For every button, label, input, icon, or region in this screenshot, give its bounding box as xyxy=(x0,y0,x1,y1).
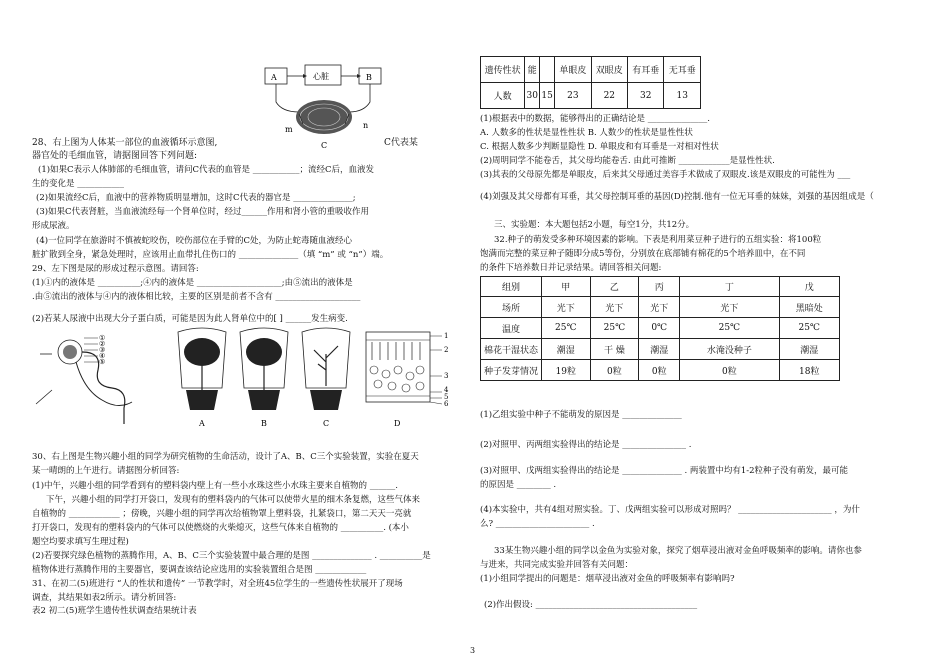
seed-col-1: 甲 xyxy=(542,277,591,297)
q32-question-1: (2)对照甲、丙两组实验得出的结论是 _______________ . xyxy=(480,440,692,450)
q33-line-1: 与进来，共同完成实验并回答有关问题： xyxy=(480,560,634,570)
trait-header-4: 双眼皮 xyxy=(591,57,627,83)
leaf-label-4: 4 xyxy=(444,386,449,394)
fig-letter-d: D xyxy=(394,419,401,428)
table2-caption: 表2 初二(5)班学生遗传性状调查结果统计表 xyxy=(32,606,197,616)
seed-r3-c4: 0粒 xyxy=(680,360,779,381)
q32-question-5: 么? ______________________ . xyxy=(480,519,595,529)
q32-line-0: 32.种子的萌发受多种环境因素的影响。下表是利用菜豆种子进行的五组实验：将100粒 xyxy=(494,235,822,245)
q30-line-8: 植物体进行蒸腾作用的主要器官，要调查该结论应选用的实验装置组合是图 ____________ xyxy=(32,565,367,575)
q28-line-7: 形成尿液。 xyxy=(32,221,75,231)
q31-answer-line-2: C. 根据人数多少判断显隐性 D. 单眼皮和有耳垂是一对相对性状 xyxy=(480,142,719,152)
seed-r0-c4: 光下 xyxy=(680,297,779,318)
seed-r3-c3: 0粒 xyxy=(639,360,680,381)
q32-question-0: (1)乙组实验中种子不能萌发的原因是 ______________ xyxy=(480,410,682,420)
plant-b xyxy=(240,328,288,410)
circulation-diagram xyxy=(237,62,407,152)
page-number: 3 xyxy=(470,646,476,655)
seed-col-5: 戊 xyxy=(779,277,839,297)
seed-r2-c1: 潮湿 xyxy=(542,339,591,360)
leaf-section-figure xyxy=(362,326,462,430)
q33-line-3: (2)作出假设: ______________________________________ xyxy=(484,600,698,610)
seed-col-0: 组别 xyxy=(481,277,542,297)
fig-letter-c: C xyxy=(323,419,330,428)
seed-col-3: 丙 xyxy=(639,277,680,297)
plant-bag-figures xyxy=(172,326,362,430)
trait-header-1: 能 xyxy=(525,57,540,83)
seed-r0-c3: 光下 xyxy=(639,297,680,318)
trait-header-5: 有耳垂 xyxy=(628,57,664,83)
seed-r3-c0: 种子发芽情况 xyxy=(481,360,542,381)
trait-value-2: 23 xyxy=(555,83,591,109)
diagram-label-m: m xyxy=(285,125,293,134)
seed-r0-c5: 黑暗处 xyxy=(779,297,839,318)
kidney-label-2: ② xyxy=(99,340,106,348)
seed-r2-c4: 水淹没种子 xyxy=(680,339,779,360)
q28-line-3: (1)如果C表示人体肺部的毛细血管，请问C代表的血管是 ___________；流经C后，血液发 xyxy=(38,165,375,175)
kidney-label-1: ① xyxy=(99,334,106,342)
leaf-label-3: 3 xyxy=(444,372,449,380)
q30-line-4: 自植物的 ____________ ；傍晚，兴趣小组的同学再次给植物罩上塑料袋，扎紧袋口，第二天天一亮就 xyxy=(32,509,412,519)
q30-line-1: 某一晴朗的上午进行。请据图分析回答: xyxy=(32,466,180,476)
nephron-figure xyxy=(32,330,162,430)
seed-r1-c2: 25℃ xyxy=(590,318,639,339)
seed-r3-c5: 18粒 xyxy=(779,360,839,381)
seed-r2-c2: 干 燥 xyxy=(590,339,639,360)
trait-header-0: 遗传性状 xyxy=(481,57,525,83)
q28-line-4: 生的变化是 ___________ xyxy=(32,179,124,189)
q29-line-0: 29、左下图是尿的形成过程示意图。请回答: xyxy=(32,264,199,274)
q31-answer-line-5: (4)刘强及其父母都有耳垂，其父母控制耳垂的基因(D)控制.他有一位无耳垂的妹妹，刘强的基因组成是（ xyxy=(480,192,874,202)
q33-line-0: 33某生物兴趣小组的同学以金鱼为实验对象，探究了烟草浸出液对金鱼呼吸频率的影响。请你也参 xyxy=(494,546,862,556)
trait-value-1: 15 xyxy=(540,83,555,109)
q28-line-9: 脏扩散到全身，紧急处理时，应该用止血带扎住伤口的 ______________（填 “m” 或 “n”）端。 xyxy=(32,250,389,260)
diagram-label-heart: 心脏 xyxy=(313,72,329,81)
q32-question-2: (3)对照甲、戊两组实验得出的结论是 ______________ . 两装置中均有1-2粒种子没有萌发，最可能 xyxy=(480,466,849,476)
q28-line-6: (3)如果C代表肾脏，当血液流经每一个肾单位时，经过______作用和肾小管的重吸收作用 xyxy=(36,207,370,217)
seed-r3-c1: 19粒 xyxy=(542,360,591,381)
q31-answer-line-3: (2)周明同学不能卷舌，其父母均能卷舌. 由此可推断 ____________是显性性状. xyxy=(480,156,775,166)
q29-line-1: (1)①内的液体是 __________;④内的液体是 ____________________;由⑤流出的液体是 xyxy=(32,278,353,288)
diagram-label-c: C xyxy=(321,141,328,150)
seed-r0-c0: 场所 xyxy=(481,297,542,318)
seed-r0-c2: 光下 xyxy=(590,297,639,318)
q30-line-3: 下午，兴趣小组的同学打开袋口，发现有的塑料袋内的气体可以使带火星的细木条复燃，这些气体来 xyxy=(46,495,421,505)
seed-r1-c3: 0℃ xyxy=(639,318,680,339)
leaf-label-2: 2 xyxy=(444,346,449,354)
trait-header-2 xyxy=(540,57,555,83)
q30-line-5: 打开袋口，发现有的塑料袋内的气体可以使燃烧的火柴熄灭，这些气体来自植物的 __________. (本小 xyxy=(32,523,409,533)
q32-question-4: (4)本实验中，共有4组对照实验。丁、戊两组实验可以形成对照吗？ ______________________ ，为什 xyxy=(480,505,860,515)
leaf-label-6: 6 xyxy=(444,400,449,408)
trait-table xyxy=(480,56,701,109)
seed-r3-c2: 0粒 xyxy=(590,360,639,381)
q33-line-2: (1)小组同学提出的问题是：烟草浸出液对金鱼的呼吸频率有影响吗? xyxy=(480,574,735,584)
fig-letter-a: A xyxy=(199,419,205,428)
kidney-label-4: ④ xyxy=(99,352,106,360)
q28-line-5: (2)如果流经C后，血液中的营养物质明显增加，这时C代表的器官是 ______________; xyxy=(36,193,356,203)
seed-r0-c1: 光下 xyxy=(542,297,591,318)
trait-header-6: 无耳垂 xyxy=(664,57,701,83)
trait-value-0: 30 xyxy=(525,83,540,109)
q31-line-1: 调查，其结果如表2所示。请分析回答: xyxy=(32,593,177,603)
q31-answer-line-1: A. 人数多的性状是显性性状 B. 人数少的性状是显性性状 xyxy=(480,128,693,138)
diagram-label-a: A xyxy=(271,73,277,82)
seed-r1-c5: 25℃ xyxy=(779,318,839,339)
seed-col-4: 丁 xyxy=(680,277,779,297)
seed-r2-c0: 棉花干湿状态 xyxy=(481,339,542,360)
seed-r2-c3: 潮湿 xyxy=(639,339,680,360)
seed-r1-c1: 25℃ xyxy=(542,318,591,339)
seed-r1-c0: 温度 xyxy=(481,318,542,339)
q28-line-0: 28、右上图为人体某一部位的血液循环示意图, xyxy=(32,138,218,148)
trait-value-4: 32 xyxy=(628,83,664,109)
seed-r2-c5: 潮湿 xyxy=(779,339,839,360)
leaf-label-5: 5 xyxy=(444,393,449,401)
diagram-label-n: n xyxy=(363,121,369,130)
q29-line-2: .由⑤流出的液体与④内的液体相比较，主要的区别是前者不含有 ____________________ xyxy=(32,292,361,302)
kidney-label-3: ③ xyxy=(99,346,106,354)
q30-line-2: (1)中午，兴趣小组的同学看到有的塑料袋内壁上有一些小水珠这些小水珠主要来自植物的 ______. xyxy=(32,481,398,491)
q32-question-3: 的原因是 ________ . xyxy=(480,480,557,490)
trait-row-label: 人数 xyxy=(481,83,525,109)
q30-line-6: 题空均要求填写生理过程) xyxy=(32,537,129,547)
section-3-heading: 三、实验题：本大题包括2小题，每空1分，共12分。 xyxy=(494,220,695,230)
diagram-label-b: B xyxy=(366,73,372,82)
q31-answer-line-0: (1)根据表中的数据，能够得出的正确结论是 ______________. xyxy=(480,114,710,124)
trait-header-3: 单眼皮 xyxy=(555,57,591,83)
q30-line-7: (2)若要探究绿色植物的蒸腾作用，A、B、C三个实验装置中最合理的是图 ______________ . __________是 xyxy=(32,551,431,561)
q31-line-0: 31、在初二(5)班进行 “人的性状和遗传” 一节教学时，对全班45位学生的一些遗传性状展开了现场 xyxy=(32,579,403,589)
plant-c xyxy=(302,328,350,410)
plant-a xyxy=(178,328,226,410)
q28-line-2: 器官处的毛细血管，请据图回答下列问题: xyxy=(32,151,198,161)
q31-answer-line-4: (3)其表的父母原先都是单眼皮，后来其父母通过美容手术做成了双眼皮.该是双眼皮的可能性为 ___ xyxy=(480,170,851,180)
q32-line-1: 饱满而完整的菜豆种子随即分成5等份，分别放在底部铺有棉花的5个培养皿中，在不同 xyxy=(480,249,806,259)
kidney-label-5: ⑤ xyxy=(99,358,106,366)
seed-table xyxy=(480,276,840,381)
q28-line-8: (4)一位同学在旅游时不慎被蛇咬伤，咬伤部位在手臂的C处，为防止蛇毒随血液经心 xyxy=(36,236,353,246)
leaf-label-1: 1 xyxy=(444,332,449,340)
trait-value-5: 13 xyxy=(664,83,701,109)
seed-r1-c4: 25℃ xyxy=(680,318,779,339)
q30-line-0: 30、右上图是生物兴趣小组的同学为研究植物的生命活动，设计了A、B、C三个实验装置，实验在夏天 xyxy=(32,452,419,462)
q29-line-3: (2)若某人尿液中出现大分子蛋白质，可能是因为此人肾单位中的[ ] ______发生病变. xyxy=(32,314,348,324)
q32-line-2: 的条件下培养数日并记录结果。请回答相关问题: xyxy=(480,263,662,273)
trait-value-3: 22 xyxy=(591,83,627,109)
q28-line-1: C代表某 xyxy=(384,138,418,148)
seed-col-2: 乙 xyxy=(590,277,639,297)
fig-letter-b: B xyxy=(261,419,267,428)
